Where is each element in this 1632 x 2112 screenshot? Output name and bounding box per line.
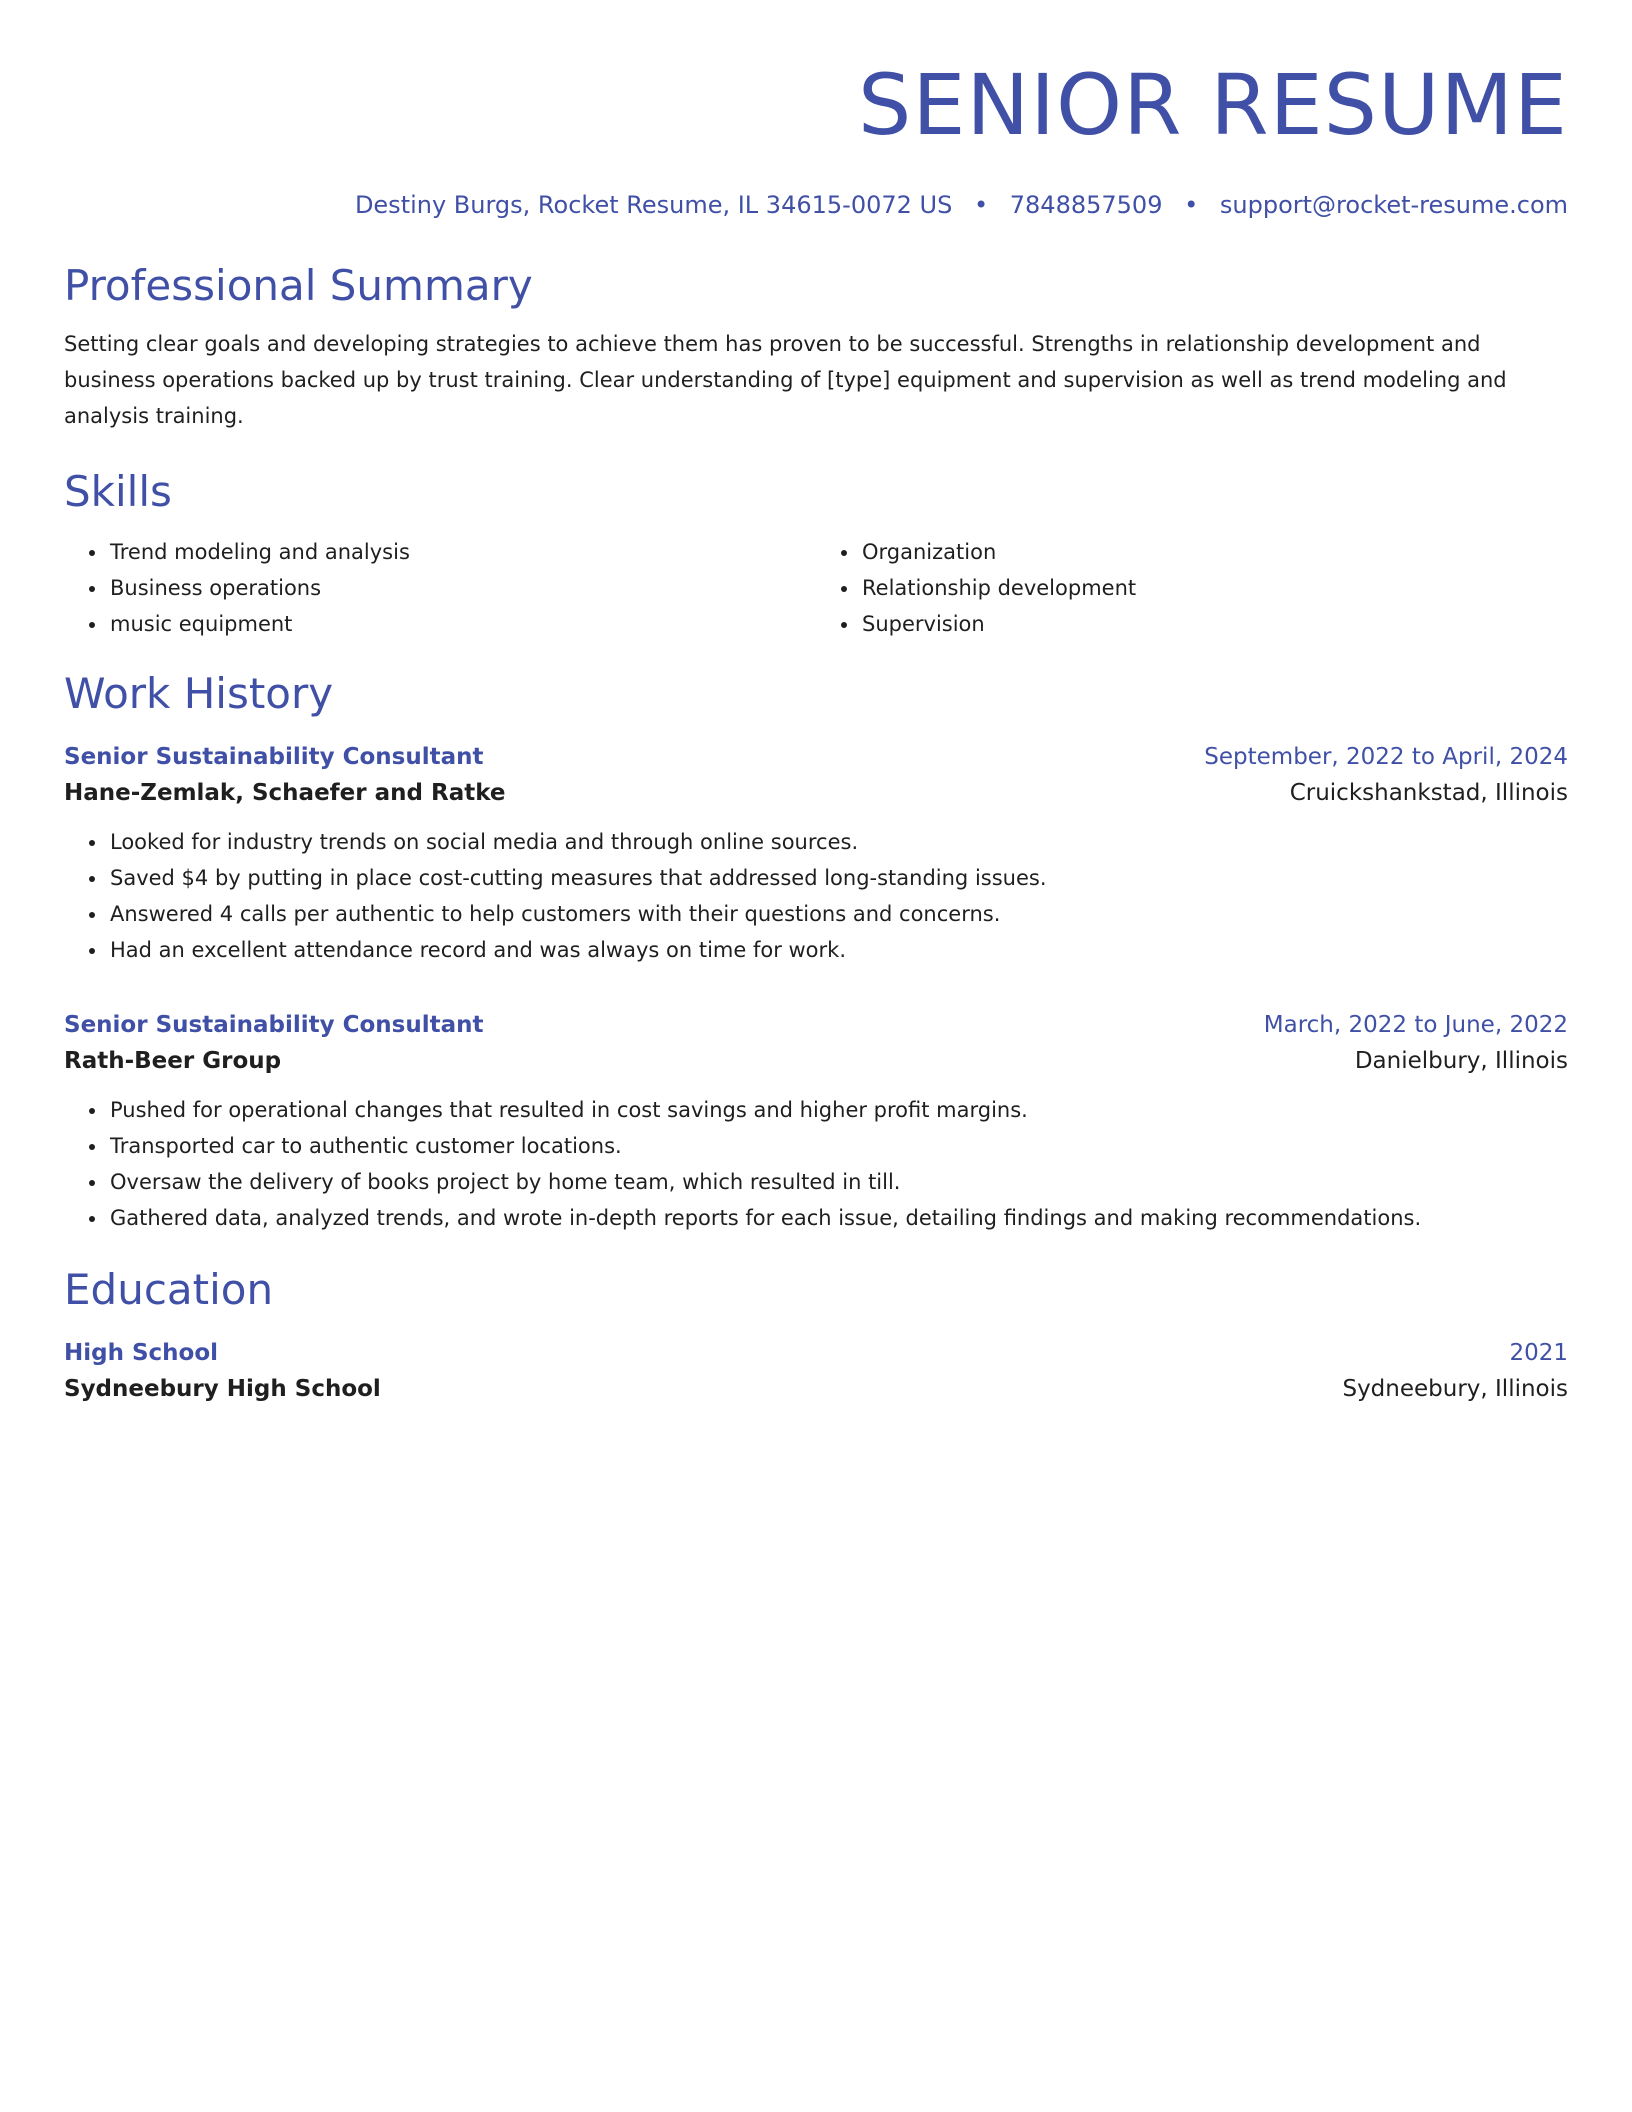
skills-column-right [816, 534, 1568, 642]
job-dates: September, 2022 to April, 2024 [1204, 744, 1568, 770]
job-bullet: • Looked for industry trends on social media and through online sources. [108, 824, 1568, 860]
job-employer: Hane-Zemlak, Schaefer and Ratke [64, 780, 506, 806]
job-bullets [64, 824, 1568, 968]
skills-column-left [64, 534, 816, 642]
job-bullet: • Oversaw the delivery of books project by home team, which resulted in till. [108, 1164, 1568, 1200]
summary-title: Professional Summary [64, 261, 533, 310]
resume-header [64, 0, 1568, 222]
contact-separator-2: • [1184, 191, 1199, 219]
skill-item: • Relationship development [860, 570, 1568, 606]
summary-text: Setting clear goals and developing strategies to achieve them has proven to be successful. Strengths in relationship development and business operations backed up by trust training. Clear understanding of [type] equipment and supervision as well as trend modeling and analysis training. [64, 332, 1507, 428]
education-title: Education [64, 1265, 274, 1314]
education-school: Sydneebury High School [64, 1376, 381, 1402]
contact-line [64, 188, 1568, 222]
job-entry [64, 1008, 1568, 1236]
resume-name: SENIOR RESUME [858, 56, 1568, 154]
work-history-title: Work History [64, 669, 334, 718]
job-title: Senior Sustainability Consultant [64, 744, 484, 770]
contact-separator-1: • [973, 191, 989, 219]
job-employer-row [64, 774, 1568, 812]
job-bullets [64, 1092, 1568, 1236]
job-location: Cruickshankstad, Illinois [1289, 780, 1568, 806]
skill-item: • Supervision [860, 606, 1568, 642]
job-title: Senior Sustainability Consultant [64, 1012, 484, 1038]
job-title-row [64, 1008, 1568, 1042]
skills-section [64, 464, 1568, 642]
skill-item: • Business operations [108, 570, 816, 606]
job-bullet: • Answered 4 calls per authentic to help customers with their questions and concerns. [108, 896, 1568, 932]
education-school-row [64, 1370, 1568, 1408]
job-bullet: • Gathered data, analyzed trends, and wrote in-depth reports for each issue, detailing findings and making recommendations. [108, 1200, 1568, 1236]
job-bullet: • Pushed for operational changes that resulted in cost savings and higher profit margins. [108, 1092, 1568, 1128]
job-title-row [64, 740, 1568, 774]
education-degree: High School [64, 1340, 219, 1366]
job-entry [64, 740, 1568, 968]
contact-email: support@rocket-resume.com [1219, 191, 1568, 219]
contact-phone: 7848857509 [1009, 191, 1163, 219]
skill-item: • Trend modeling and analysis [108, 534, 816, 570]
skill-item: • music equipment [108, 606, 816, 642]
job-bullet: • Had an excellent attendance record and was always on time for work. [108, 932, 1568, 968]
education-degree-row [64, 1336, 1568, 1370]
job-bullet: • Transported car to authentic customer locations. [108, 1128, 1568, 1164]
education-entry [64, 1336, 1568, 1408]
education-section [64, 1262, 1568, 1408]
skills-grid [64, 534, 1568, 642]
job-dates: March, 2022 to June, 2022 [1263, 1012, 1568, 1038]
education-location: Sydneebury, Illinois [1342, 1376, 1568, 1402]
skills-title: Skills [64, 467, 172, 516]
skill-item: • Organization [860, 534, 1568, 570]
contact-address: Destiny Burgs, Rocket Resume, IL 34615-0072 US [354, 191, 953, 219]
education-year: 2021 [1509, 1340, 1568, 1366]
work-history-section [64, 666, 1568, 1236]
job-employer: Rath-Beer Group [64, 1048, 282, 1074]
job-location: Danielbury, Illinois [1354, 1048, 1568, 1074]
job-bullet: • Saved $4 by putting in place cost-cutting measures that addressed long-standing issues. [108, 860, 1568, 896]
job-employer-row [64, 1042, 1568, 1080]
summary-section [64, 258, 1568, 434]
